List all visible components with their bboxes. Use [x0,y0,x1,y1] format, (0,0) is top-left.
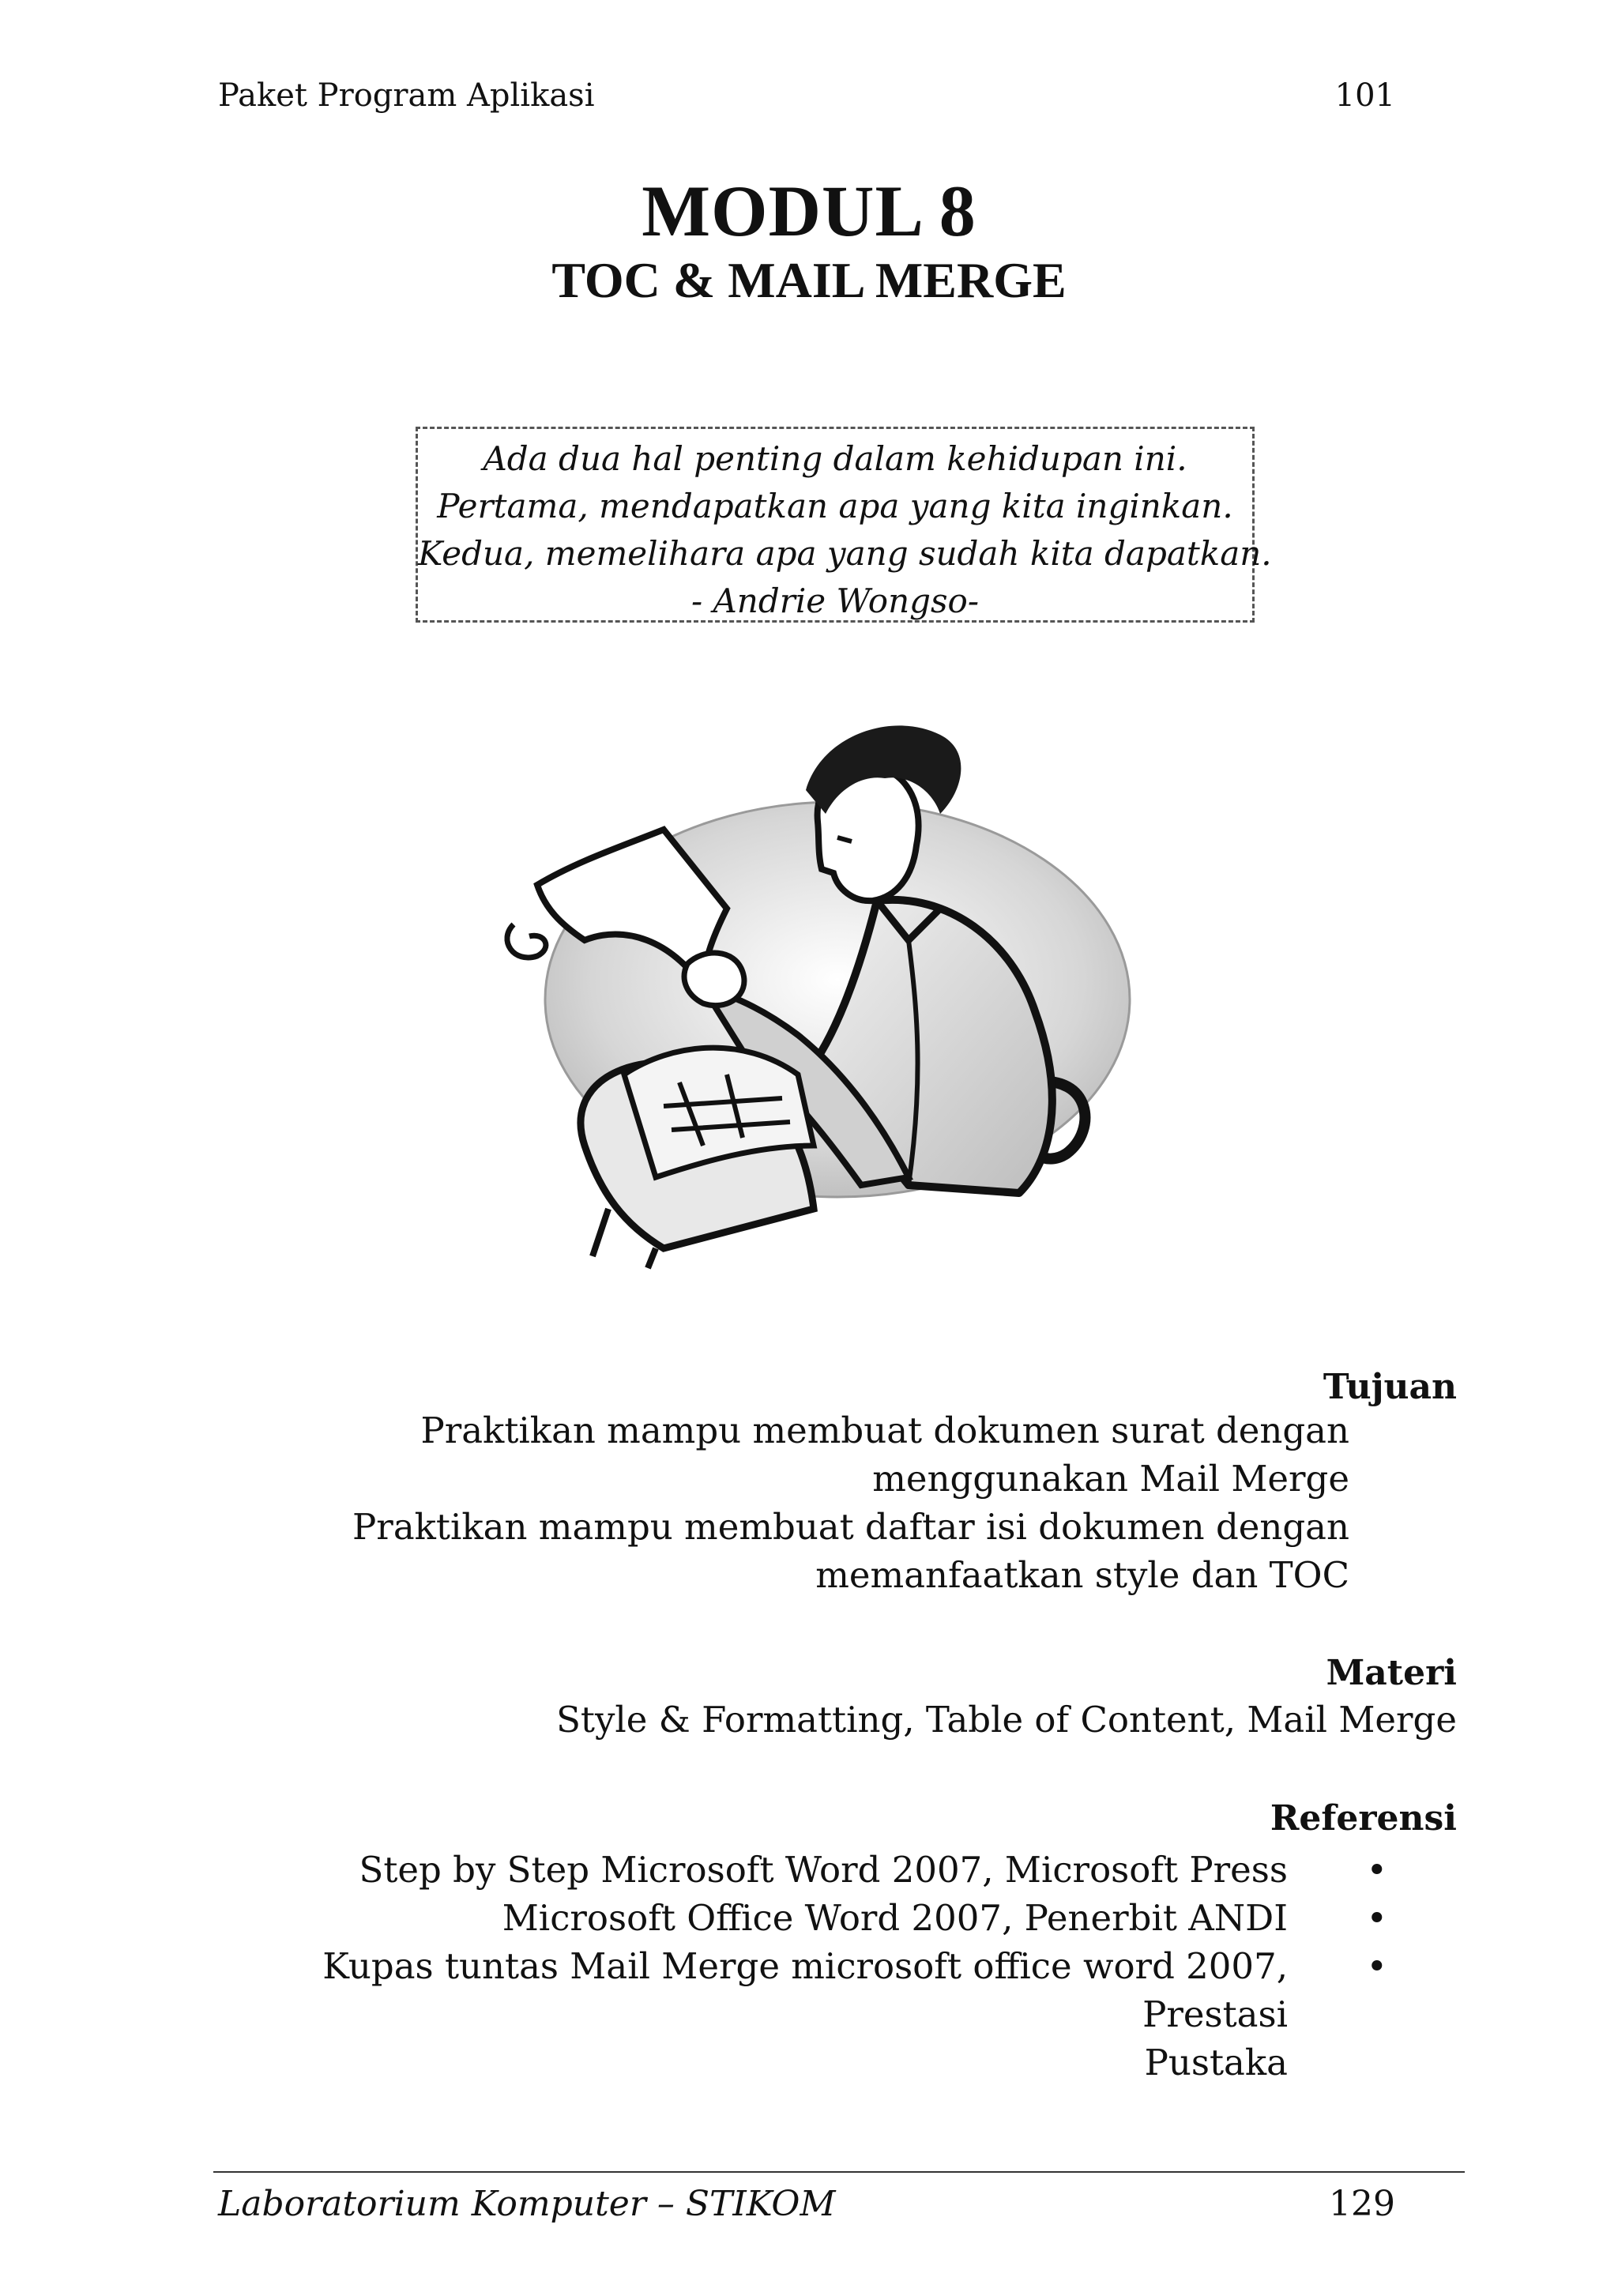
list-item [205,2038,1390,2087]
hand [684,953,744,1006]
bullet-icon: • [1366,1897,1387,1939]
quote-line: Ada dua hal penting dalam kehidupan ini. [483,439,1187,478]
referensi-list [205,1846,1390,2087]
reference-text: Step by Step Microsoft Word 2007, Microsoft Press [359,1849,1288,1891]
footer-text: Laboratorium Komputer – STIKOM [218,2184,836,2224]
list-item [205,1846,1390,1894]
tujuan-item-line: menggunakan Mail Merge [872,1458,1349,1500]
bullet-icon: • [1366,1849,1387,1891]
tujuan-heading: Tujuan [1323,1367,1457,1407]
bullet-icon: • [1366,1945,1387,1987]
quote-line: Kedua, memelihara apa yang sudah kita dapatkan. [418,534,1272,573]
footer-divider [213,2171,1465,2173]
reference-text: Pustaka [1144,2042,1288,2083]
running-header-title: Paket Program Aplikasi [218,77,595,114]
tujuan-item-line: memanfaatkan style dan TOC [815,1554,1349,1596]
tujuan-item-line: Praktikan mampu membuat daftar isi dokumen dengan [352,1506,1349,1548]
man-reading-document-illustration [466,703,1161,1272]
header-page-number: 101 [1334,77,1395,114]
list-item [205,1894,1390,1942]
materi-text: Style & Formatting, Table of Content, Mail Merge [556,1699,1457,1741]
module-subtitle: TOC & MAIL MERGE [551,252,1067,308]
tujuan-item-line: Praktikan mampu membuat dokumen surat dengan [420,1410,1349,1451]
quote-box [416,427,1272,623]
module-title: MODUL 8 [642,171,976,251]
referensi-heading: Referensi [1270,1798,1457,1839]
quote-author: - Andrie Wongso- [690,582,980,620]
reference-text: Microsoft Office Word 2007, Penerbit ANDI [502,1897,1288,1939]
tujuan-list [243,1406,1349,1599]
footer-page-number: 129 [1329,2184,1395,2224]
quote-line: Pertama, mendapatkan apa yang kita inginkan. [437,487,1233,525]
materi-heading: Materi [1326,1653,1457,1693]
reference-text: Kupas tuntas Mail Merge microsoft office word 2007, Prestasi [322,1945,1288,2035]
list-item [205,1942,1390,2038]
